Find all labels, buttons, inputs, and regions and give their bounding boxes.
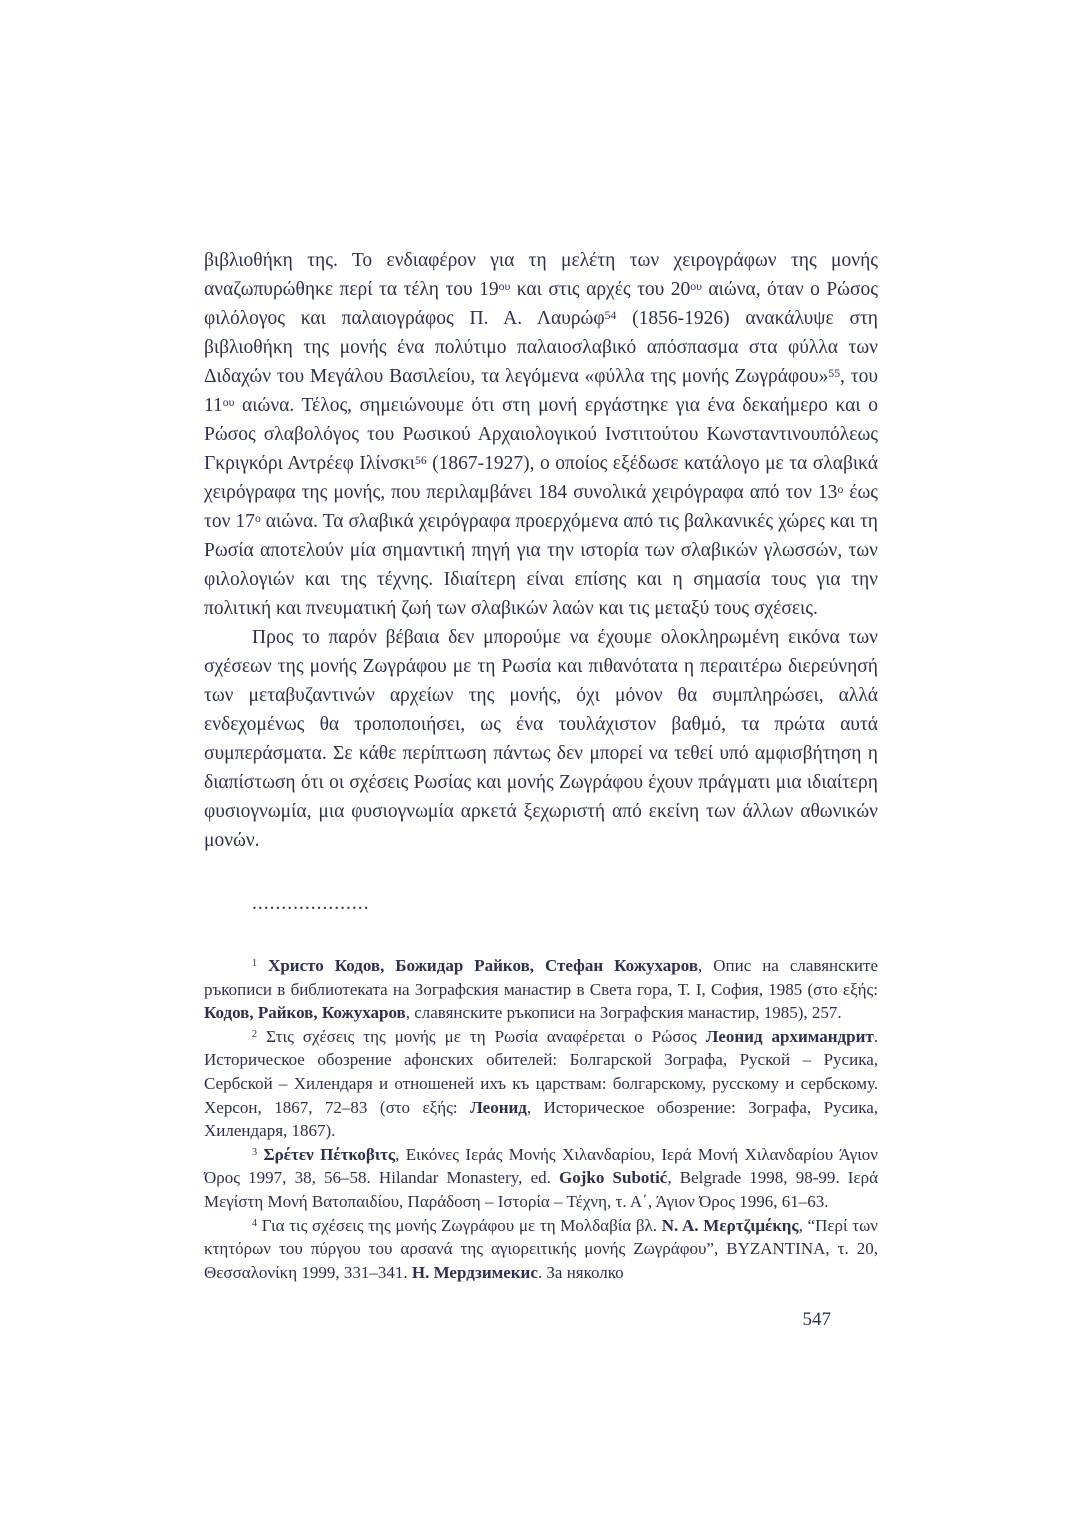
- text-segment: Στις σχέσεις της μονής με τη Ρωσία αναφέρεται ο Ρώσος: [257, 1026, 706, 1046]
- body-paragraph-2: [204, 623, 878, 855]
- text-segment: , Опис на славянските ръкописи в библиотеката на Зографския манастир в Света гора, Т. I, София, 1985 (στο εξής:: [204, 956, 878, 999]
- text-segment: αιώνα. Τέλος, σημειώνουμε ότι στη μονή εργάστηκε για ένα δεκαήμερο και ο Ρώσος σλαβολόγος του Ρωσικού Αρχαιολογικού Ινστιτούτου Κωνσταντινουπόλεως Γκριγκόρι Αντρέεφ Ιλίνσκι: [204, 395, 878, 474]
- footnote-1: [204, 954, 878, 1025]
- text-segment: 2: [252, 1029, 258, 1041]
- page-number: 547: [802, 1309, 831, 1331]
- text-segment: [257, 956, 268, 975]
- text-segment: , του 11: [204, 366, 879, 416]
- text-segment: 1: [252, 958, 258, 970]
- text-segment: 54: [604, 308, 617, 322]
- text-segment: ου: [690, 279, 702, 293]
- text-segment: και στις αρχές του 20: [510, 279, 691, 300]
- footnote-4: [204, 1214, 878, 1285]
- body-text: [204, 246, 878, 855]
- text-segment: . За няколко: [537, 1262, 624, 1282]
- text-segment: . Историческое обозрение афонских обителей: Болгарской Зографа, Руской – Русика, Сербской – Хилендаря и отношеней ихъ къ царствам: болгарскому, русскому и сербскому. Херсон, 1867, 72–83 (στο εξής:: [204, 1026, 879, 1117]
- text-segment: , “Περί των κτητόρων του πύργου του αρσανά της αγιορειτικής μονής Ζωγράφου”, BYZANTINA, τ. 20, Θεσσαλονίκη 1999, 331–341.: [204, 1215, 878, 1282]
- footnote-separator: ....................: [252, 893, 370, 914]
- text-segment: Gojko Subotić: [559, 1168, 668, 1188]
- text-segment: βιβλιοθήκη της. Το ενδιαφέρον για τη μελέτη των χειρογράφων της μονής αναζωπυρώθηκε περί τα τέλη του 19: [204, 250, 878, 300]
- text-segment: 4: [252, 1217, 258, 1229]
- text-segment: έως τον 17: [204, 482, 879, 532]
- text-segment: 3: [252, 1147, 258, 1159]
- text-segment: , Εικόνες Ιεράς Μονής Χιλανδαρίου, Ιερά Μονή Χιλανδαρίου Άγιον Όρος 1997, 38, 56–58. Hilandar Monastery, ed.: [204, 1144, 878, 1188]
- text-segment: , Историческое обозрение: Зографа, Русика, Хилендаря, 1867).: [204, 1097, 879, 1141]
- text-segment: ου: [498, 279, 511, 293]
- text-segment: (1867-1927), ο οποίος εξέδωσε κατάλογο με τα σλαβικά χειρόγραφα της μονής, που περιλαμβάνει 184 συνολικά χειρόγραφα από τον 13: [204, 453, 878, 503]
- text-segment: 55: [828, 366, 841, 380]
- page-content: [204, 246, 878, 1332]
- text-segment: , славянските ръкописи на Зографския манастир, 1985), 257.: [405, 1003, 842, 1023]
- text-segment: αιώνα, όταν ο Ρώσος φιλόλογος και παλαιογράφος Π. Α. Λαυρώφ: [204, 279, 878, 329]
- text-segment: Кодов, Райков, Кожухаров: [204, 1003, 406, 1023]
- footnotes-section: [204, 954, 878, 1284]
- text-segment: Леонид: [470, 1097, 527, 1117]
- body-paragraph-1: [204, 246, 878, 623]
- text-segment: ου: [222, 395, 235, 409]
- text-segment: Христо Кодов, Божидар Райков, Стефан Кожухаров: [268, 956, 699, 975]
- footnote-3: [204, 1143, 878, 1214]
- text-segment: Леонид архимандрит: [705, 1026, 874, 1046]
- text-segment: , Belgrade 1998, 98-99. Ιερά Μεγίστη Μονή Βατοπαιδίου, Παράδοση – Ιστορία – Τέχνη, τ. Α΄, Άγιον Όρος 1996, 61–63.: [204, 1168, 878, 1211]
- text-segment: (1856-1926) ανακάλυψε στη βιβλιοθήκη της μονής ένα πολύτιμο παλαιοσλαβικό απόσπασμα στα φύλλα των Διδαχών του Μεγάλου Βασιλείου, τα λεγόμενα «φύλλα της μονής Ζωγράφου»: [204, 308, 878, 387]
- text-segment: Για τις σχέσεις της μονής Ζωγράφου με τη Μολδαβία βλ.: [257, 1215, 662, 1235]
- text-segment: ο: [254, 511, 261, 525]
- text-segment: Σρέτεν Πέτκοβιτς: [263, 1144, 396, 1164]
- text-segment: ο: [837, 482, 844, 496]
- text-segment: Προς το παρόν βέβαια δεν μπορούμε να έχουμε ολοκληρωμένη εικόνα των σχέσεων της μονής Ζωγράφου με τη Ρωσία και πιθανότατα η περαιτέρω διερεύνησή των μεταβυζαντινών αρχείων της μονής, όχι μόνον θα συμπληρώσει, αλλά ενδεχομένως θα τροποποιήσει, ως ένα τουλάχιστον βαθμό, τα πρώτα αυτά συμπεράσματα. Σε κάθε περίπτωση πάντως δεν μπορεί να τεθεί υπό αμφισβήτηση η διαπίστωση ότι οι σχέσεις Ρωσίας και μονής Ζωγράφου έχουν πράγματι μια ιδιαίτερη φυσιογνωμία, μια φυσιογνωμία αρκετά ξεχωριστή από εκείνη των άλλων αθωνικών μονών.: [204, 627, 878, 851]
- text-segment: Н. Мердзимекис: [411, 1262, 538, 1282]
- text-segment: αιώνα. Τα σλαβικά χειρόγραφα προερχόμενα από τις βαλκανικές χώρες και τη Ρωσία αποτελούν μία σημαντική πηγή για την ιστορία των σλαβικών γλωσσών, των φιλολογιών και της τέχνης. Ιδιαίτερη είναι επίσης και η σημασία τους για την πολιτική και πνευματική ζωή των σλαβικών λαών και τις μεταξύ τους σχέσεις.: [204, 511, 878, 619]
- text-segment: 56: [414, 453, 427, 467]
- footnote-2: [204, 1025, 878, 1143]
- text-segment: Ν. Α. Μερτζιμέκης: [661, 1215, 799, 1235]
